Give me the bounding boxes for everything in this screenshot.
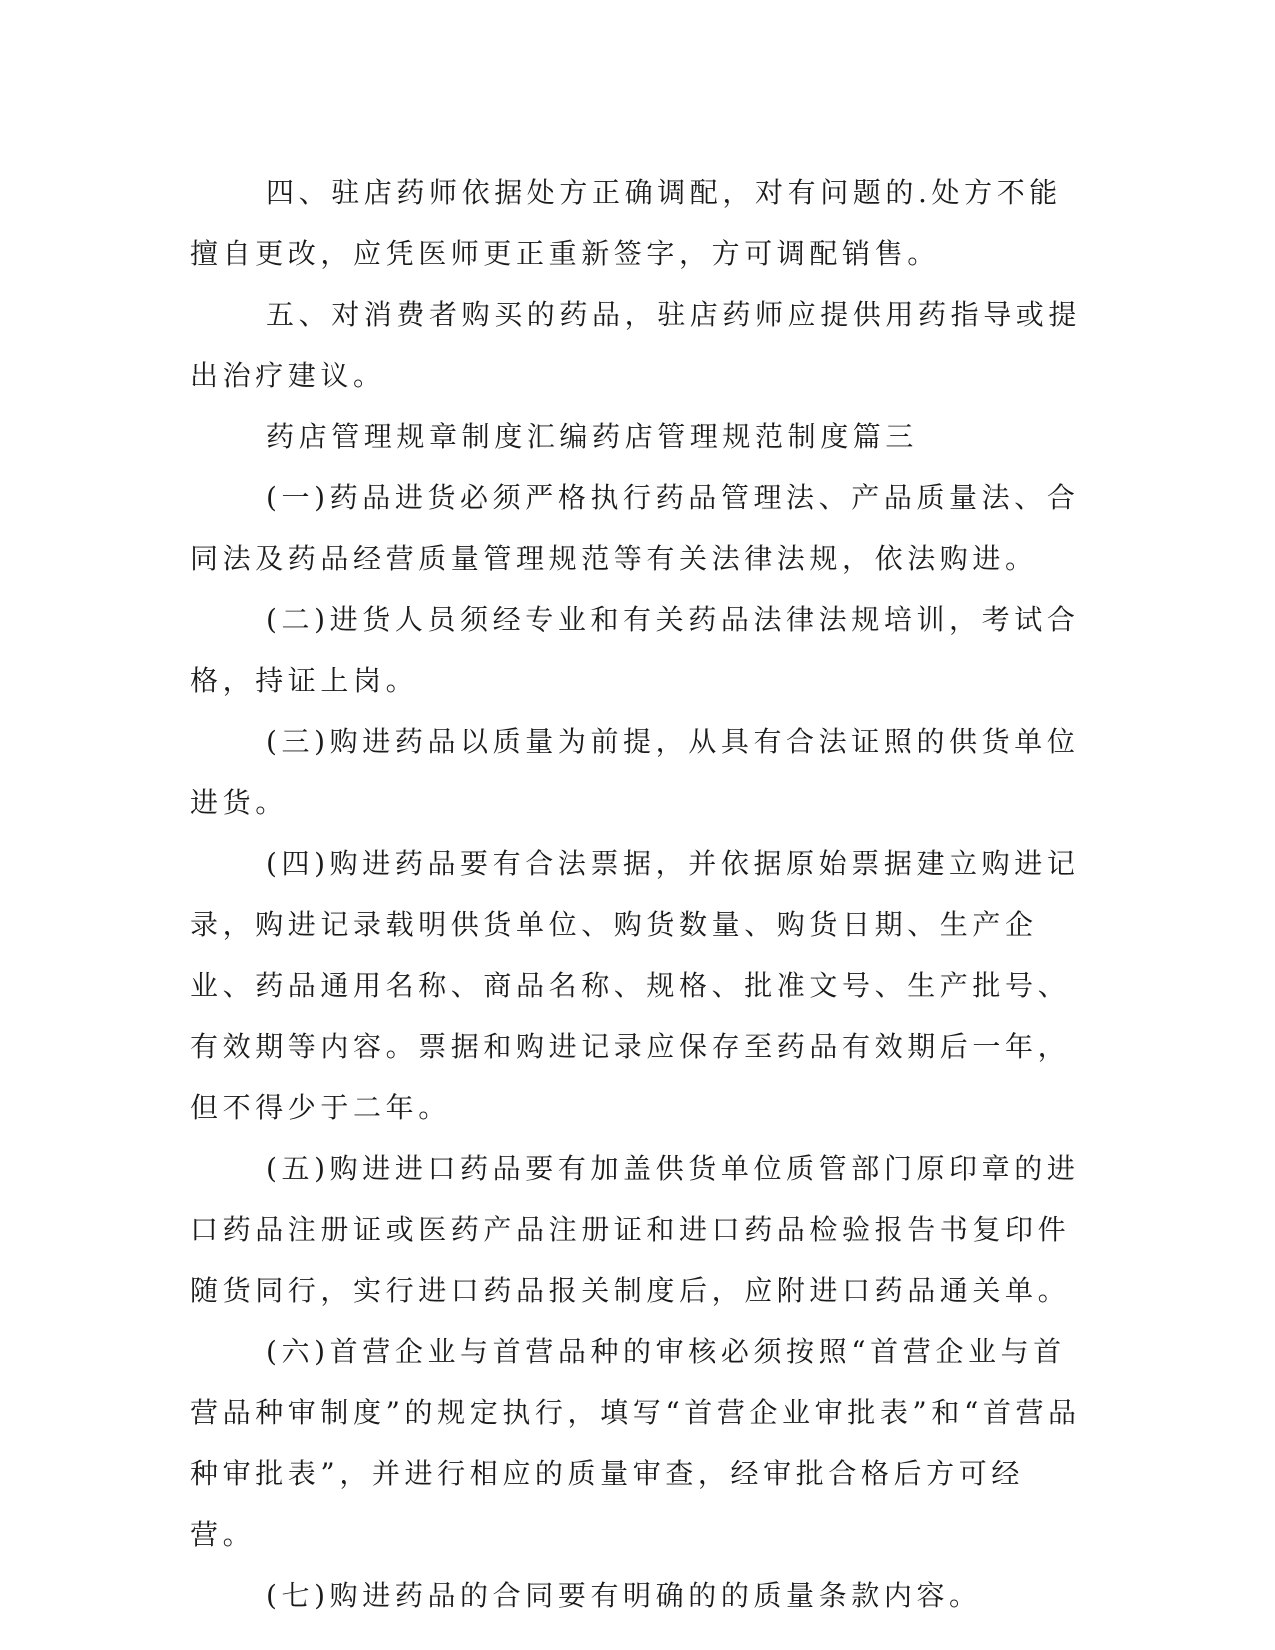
paragraph-item-5: (五)购进进口药品要有加盖供货单位质管部门原印章的进口药品注册证或医药产品注册证和进口药品检验报告书复印件随货同行，实行进口药品报关制度后，应附进口药品通关单。 (190, 1152, 1080, 1307)
section-heading: 药店管理规章制度汇编药店管理规范制度篇三 (266, 420, 919, 453)
paragraph-4: 四、驻店药师依据处方正确调配，对有问题的.处方不能擅自更改，应凭医师更正重新签字，方可调配销售。 (190, 176, 1062, 270)
paragraph-item-7: (七)购进药品的合同要有明确的的质量条款内容。 (266, 1579, 982, 1612)
paragraph-item-3: (三)购进药品以质量为前提，从具有合法证照的供货单位进货。 (190, 725, 1080, 819)
paragraph-5: 五、对消费者购买的药品，驻店药师应提供用药指导或提出治疗建议。 (190, 298, 1082, 392)
paragraph-item-2: (二)进货人员须经专业和有关药品法律法规培训，考试合格，持证上岗。 (190, 603, 1080, 697)
paragraph-item-6: (六)首营企业与首营品种的审核必须按照“首营企业与首营品种审制度”的规定执行，填写“首营企业审批表”和“首营品种审批表”，并进行相应的质量审查，经审批合格后方可经营。 (190, 1335, 1081, 1551)
paragraph-item-1: (一)药品进货必须严格执行药品管理法、产品质量法、合同法及药品经营质量管理规范等有关法律法规，依法购进。 (190, 481, 1080, 575)
document-body (190, 162, 1085, 1626)
paragraph-item-4: (四)购进药品要有合法票据，并依据原始票据建立购进记录，购进记录载明供货单位、购货数量、购货日期、生产企业、药品通用名称、商品名称、规格、批准文号、生产批号、有效期等内容。票据和购进记录应保存至药品有效期后一年，但不得少于二年。 (190, 847, 1080, 1124)
